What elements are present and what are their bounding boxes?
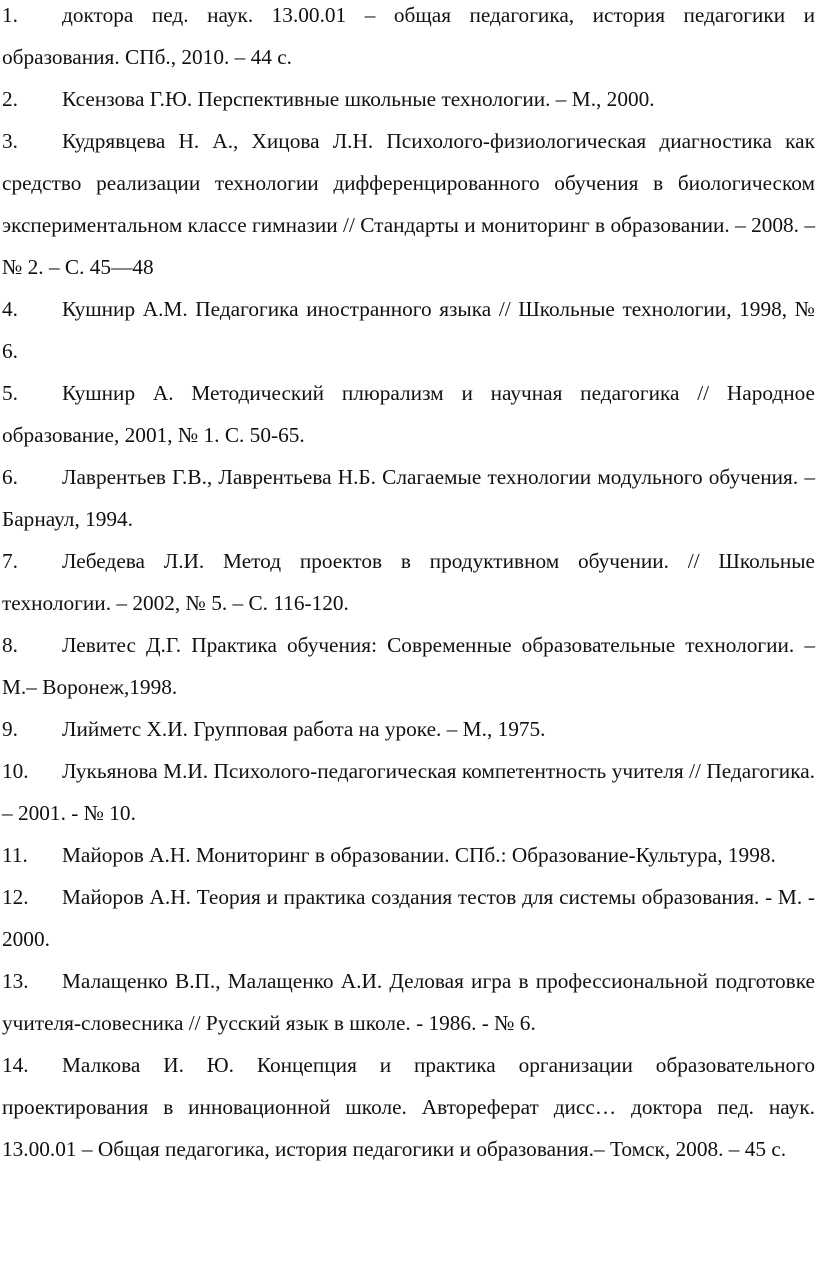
- reference-entry: [2, 750, 815, 834]
- reference-entry: [2, 78, 815, 120]
- reference-text: Кушнир А. Методический плюрализм и научная педагогика // Народное образование, 2001, № 1. С. 50-65.: [2, 381, 815, 447]
- reference-entry: [2, 708, 815, 750]
- reference-number: 11.: [2, 843, 28, 867]
- reference-number: 4.: [2, 297, 18, 321]
- reference-text: Лукьянова М.И. Психолого-педагогическая компетентность учителя // Педагогика. – 2001. - № 10.: [2, 759, 815, 825]
- reference-text: Кушнир А.М. Педагогика иностранного языка // Школьные технологии, 1998, № 6.: [2, 297, 815, 363]
- reference-entry: [2, 288, 815, 372]
- reference-number: 12.: [2, 885, 29, 909]
- reference-number: 1.: [2, 3, 18, 27]
- reference-entry: [2, 456, 815, 540]
- reference-number: 6.: [2, 465, 18, 489]
- reference-entry: [2, 540, 815, 624]
- reference-text: Майоров А.Н. Теория и практика создания тестов для системы образования. - М. - 2000.: [2, 885, 815, 951]
- reference-text: Кудрявцева Н. А., Хицова Л.Н. Психолого-физиологическая диагностика как средство реализации технологии дифференцированного обучения в биологическом экспериментальном классе гимназии // Стандарты и мониторинг в образовании. – 2008. – № 2. – С. 45—48: [2, 129, 815, 279]
- reference-text: Майоров А.Н. Мониторинг в образовании. СПб.: Образование-Культура, 1998.: [62, 843, 776, 867]
- reference-number: 7.: [2, 549, 18, 573]
- reference-text: Лийметс Х.И. Групповая работа на уроке. – М., 1975.: [62, 717, 546, 741]
- reference-text: Малащенко В.П., Малащенко А.И. Деловая игра в профессиональной подготовке учителя-словесника // Русский язык в школе. - 1986. - № 6.: [2, 969, 815, 1035]
- reference-number: 10.: [2, 759, 29, 783]
- reference-number: 9.: [2, 717, 18, 741]
- reference-entry: [2, 372, 815, 456]
- reference-text: Ксензова Г.Ю. Перспективные школьные технологии. – М., 2000.: [62, 87, 655, 111]
- reference-entry: [2, 876, 815, 960]
- reference-entry: [2, 624, 815, 708]
- reference-number: 5.: [2, 381, 18, 405]
- reference-entry-continuation: [2, 0, 815, 78]
- reference-number: 13.: [2, 969, 29, 993]
- reference-text: доктора пед. наук. 13.00.01 – общая педагогика, история педагогики и образования. СПб., 2010. – 44 с.: [2, 3, 815, 69]
- reference-number: 14.: [2, 1053, 29, 1077]
- reference-number: 3.: [2, 129, 18, 153]
- reference-text: Малкова И. Ю. Концепция и практика организации образовательного проектирования в инновационной школе. Автореферат дисс… доктора пед. наук. 13.00.01 – Общая педагогика, история педагогики и образования.– Томск, 2008. – 45 с.: [2, 1053, 815, 1161]
- reference-number: 8.: [2, 633, 18, 657]
- reference-entry: [2, 834, 815, 876]
- reference-entry: [2, 1044, 815, 1170]
- reference-text: Левитес Д.Г. Практика обучения: Современные образовательные технологии. – М.– Воронеж,1998.: [2, 633, 815, 699]
- reference-entry: [2, 120, 815, 288]
- reference-number: 2.: [2, 87, 18, 111]
- reference-text: Лебедева Л.И. Метод проектов в продуктивном обучении. // Школьные технологии. – 2002, № 5. – С. 116-120.: [2, 549, 815, 615]
- reference-entry: [2, 960, 815, 1044]
- reference-text: Лаврентьев Г.В., Лаврентьева Н.Б. Слагаемые технологии модульного обучения. – Барнаул, 1994.: [2, 465, 815, 531]
